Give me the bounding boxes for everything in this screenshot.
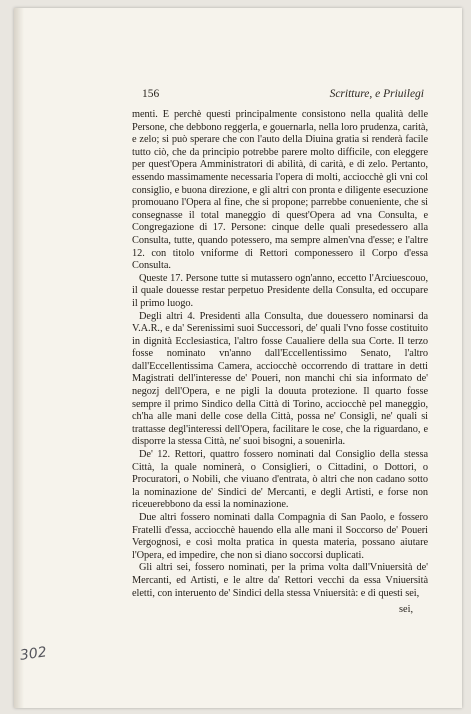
paragraph: De' 12. Rettori, quattro fossero nominati dal Consiglio della stessa Città, la quale nominerà, o Consiglieri, o Cittadini, o Dottori, o Procuratori, o Nobili, che viuano d'entrata, ò altri che non cadano sotto la nominazione de' Sindici de' Mercanti, e degli Artisti, e forse non riceuerebbono da essi la nominazione. xyxy=(132,449,428,511)
paragraph: Degli altri 4. Presidenti alla Consulta, due douessero nominarsi da V.A.R., e da' Serenissimi suoi Successori, de' quali l'vno fosse costituito in dignità Ecclesiastica, l'altro fosse Caualiere della sua Corte. Il terzo fosse nominato vn'anno dall'Eccellentissimo Senato, l'altro dall'Eccellentissima Camera, acciocchè occorrendo di trattare in detti Magistrati dell'interesse de' Poueri, non manchi chi sia informato de' negozj dell'Opera, e ne pigli la douuta protezione. Il quarto fosse sempre il primo Sindico della Città di Torino, acciocchè pel maneggio, ch'ha alle mani delle cose della Città, possa ne' Consigli, ne' quali si trattasse degl'interessi dell'Opera, facilitare le cose, che la riguardano, e disporre la stessa Città, ne' suoi bisogni, a souenirla. xyxy=(132,310,428,448)
catchword: sei, xyxy=(399,604,414,615)
handwritten-folio-number: 302 xyxy=(19,644,48,664)
body-text xyxy=(132,109,428,600)
document-page xyxy=(14,8,462,708)
paragraph: Gli altri sei, fossero nominati, per la prima volta dall'Vniuersità de' Mercanti, ed Artisti, e le altre da' Rettori vecchi da essa Vniuersità eletti, con interuento de' Sindici della stessa Vniuersità: e di questi sei, xyxy=(132,562,428,599)
binding-edge xyxy=(14,8,24,708)
paragraph: Due altri fossero nominati dalla Compagnia di San Paolo, e fossero Fratelli d'essa, acciocchè hauendo ella alle mani il Soccorso de' Poueri Vergognosi, e così molta pratica in questa materia, possano aiutare l'Opera, ed impedire, che non si diano soccorsi duplicati. xyxy=(132,512,428,561)
page-number: 156 xyxy=(142,88,160,100)
running-title: Scritture, e Priuilegi xyxy=(329,88,424,100)
paragraph: menti. E perchè questi principalmente consistono nella qualità delle Persone, che debbono reggerla, e gouernarla, nella loro prudenza, carità, e zelo; si può sperare che con l'auto della Diuina gratia si renderà facile tutto ciò, che da principio potrebbe parere molto difficile, con eleggere per quest'Opera Amministratori di abilità, di carità, e di zelo. Pertanto, essendo massimamente necessaria l'opera di molti, acciocchè gli vni col consiglio, e buona direzione, e gli altri con pronta e diligente esecuzione promouano l'Opera al fine, che si propone; parrebbe conueniente, che si consegnasse il total maneggio di quest'Opera ad vna Consulta, e Congregazione di 17. Persone: cinque delle quali presedessero alla Consulta, tutte, quando potessero, ma sempre almen'vna d'esse; e l'altre 12. con titolo vniforme di Rettori componessero il Corpo d'essa Consulta. xyxy=(132,109,428,272)
paragraph: Queste 17. Persone tutte si mutassero ogn'anno, eccetto l'Arciuescouo, il quale douesse restar perpetuo Presidente della Consulta, ed occupare il primo luogo. xyxy=(132,272,428,309)
page-header xyxy=(142,88,424,100)
